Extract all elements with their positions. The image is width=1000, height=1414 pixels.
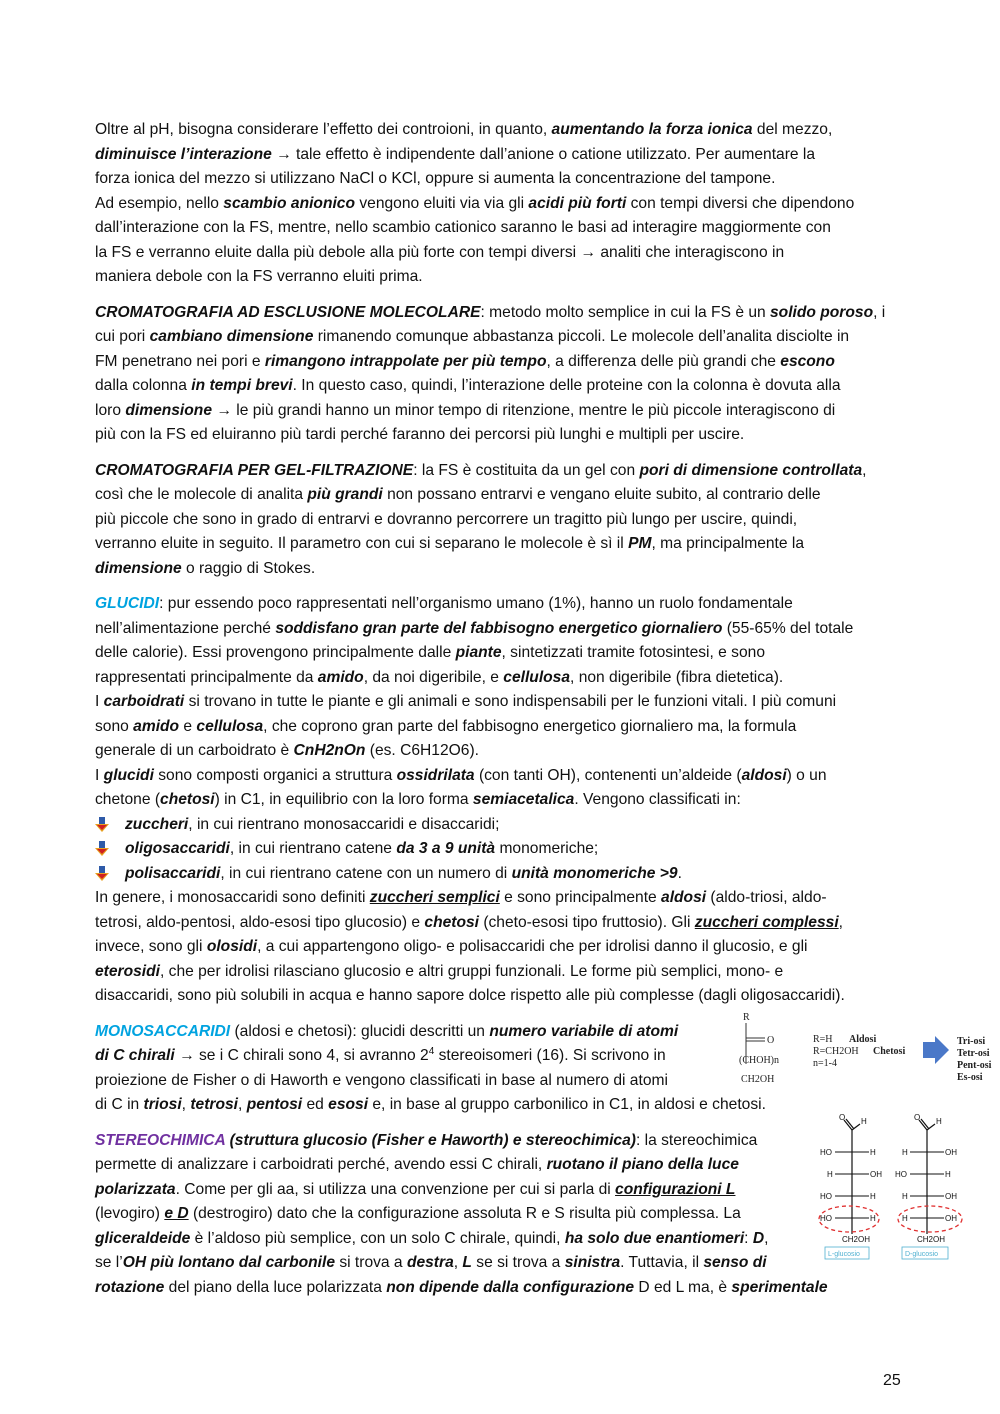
monosaccharide-classification-diagram	[739, 1012, 1000, 1090]
heading-monosaccaridi: MONOSACCARIDI	[95, 1022, 231, 1040]
svg-text:H: H	[861, 1116, 867, 1126]
svg-text:n=1-4: n=1-4	[813, 1057, 837, 1069]
page-body	[95, 118, 992, 1311]
list-item: zuccheri, in cui rientrano monosaccaridi e disaccaridi;	[95, 813, 907, 838]
svg-text:Chetosi: Chetosi	[873, 1045, 906, 1057]
svg-text:O: O	[839, 1113, 846, 1122]
arrow-bullet-icon	[95, 841, 109, 857]
svg-text:OH: OH	[945, 1191, 957, 1201]
svg-text:Tetr-osi: Tetr-osi	[957, 1047, 990, 1059]
svg-text:R=H: R=H	[813, 1033, 833, 1045]
svg-text:Pent-osi: Pent-osi	[957, 1059, 992, 1071]
svg-text:H: H	[870, 1191, 876, 1201]
svg-text:H: H	[902, 1147, 908, 1157]
d-glucose-structure	[895, 1114, 962, 1259]
svg-text:H: H	[902, 1191, 908, 1201]
svg-text:Tri-osi: Tri-osi	[957, 1035, 986, 1047]
arrow-right-icon	[923, 1036, 949, 1064]
svg-text:CH2OH: CH2OH	[917, 1234, 946, 1244]
svg-text:H: H	[870, 1147, 876, 1157]
svg-text:Aldosi: Aldosi	[849, 1033, 877, 1045]
svg-text:H: H	[827, 1169, 833, 1179]
svg-text:OH: OH	[870, 1169, 882, 1179]
svg-text:H: H	[936, 1116, 942, 1126]
paragraph-stereochimica: STEREOCHIMICA (struttura glucosio (Fisher e Haworth) e stereochimica): la stereochimica permette di analizzare i carboidrati perché, avendo essi C chirali, ruotano il piano della luce polarizzata. Come per gli aa, si utilizza una convenzione per cui si parla di configurazioni L (levogiro) e D (destrogiro) dato che la configurazione assoluta R e S risulta più complessa. La gliceraldeide è l’aldoso più semplice, con un solo C chirale, quindi, ha solo due enantiomeri: D, se l’OH più lontano dal carbonile si trova a destra, L se si trova a sinistra. Tuttavia, il senso di rotazione del piano della luce polarizzata non dipende dalla configurazione D ed L ma, è sperimentale O H HO H H OH HO H HO H CH2OH L-glucosio O H H OH HO H H OH H OH CH2OH D-glucosio	[95, 1129, 907, 1301]
svg-text:Es-osi: Es-osi	[957, 1071, 983, 1083]
paragraph-esclusione-molecolare: CROMATOGRAFIA AD ESCLUSIONE MOLECOLARE: metodo molto semplice in cui la FS è un solido poroso, i cui pori cambiano dimensione rimanendo comunque abbastanza piccoli. Le molecole dell’analita disciolte in FM penetrano nei pori e rimangono intrappolate per più tempo, a differenza delle più grandi che escono dalla colonna in tempi brevi. In questo caso, quindi, l’interazione delle proteine con la colonna è dovuta alla loro dimensione → le più grandi hanno un minor tempo di ritenzione, mentre le più piccole interagiscono di più con la FS ed eluiranno più tardi perché faranno dei percorsi più lunghi e multipli per uscire.	[95, 303, 886, 443]
list-item: polisaccaridi, in cui rientrano catene con un numero di unità monomeriche >9.	[95, 862, 907, 887]
svg-text:H: H	[902, 1213, 908, 1223]
svg-text:CH2OH: CH2OH	[741, 1073, 775, 1085]
svg-text:O: O	[767, 1034, 775, 1046]
heading-glucidi: GLUCIDI	[95, 595, 160, 612]
svg-text:HO: HO	[820, 1147, 832, 1157]
heading-stereochimica: STEREOCHIMICA	[95, 1131, 226, 1149]
l-glucose-structure	[819, 1114, 882, 1259]
paragraph-gel-filtrazione: CROMATOGRAFIA PER GEL-FILTRAZIONE: la FS è costituita da un gel con pori di dimensione controllata, così che le molecole di analita più grandi non possano entrarvi e vengano eluite subito, al contrario delle più piccole che sono in grado di entrarvi e dovranno percorrere un tragitto più lungo per uscire, quindi, verranno eluite in seguito. Il parametro con cui si separano le molecole è sì il PM, ma principalmente la dimensione o raggio di Stokes.	[95, 461, 867, 577]
svg-text:O: O	[914, 1113, 921, 1122]
svg-text:HO: HO	[820, 1213, 832, 1223]
list-item: oligosaccaridi, in cui rientrano catene da 3 a 9 unità monomeriche;	[95, 837, 907, 862]
svg-text:HO: HO	[820, 1191, 832, 1201]
svg-text:L-glucosio: L-glucosio	[828, 1250, 860, 1258]
svg-text:(CHOH)n: (CHOH)n	[739, 1054, 779, 1066]
svg-text:R=CH2OH: R=CH2OH	[813, 1045, 859, 1057]
paragraph-glucidi: GLUCIDI: pur essendo poco rappresentati nell’organismo umano (1%), hanno un ruolo fondamentale nell’alimentazione perché soddisfano gran parte del fabbisogno energetico giornaliero (55-65% del totale delle calorie). Essi provengono principalmente dalle piante, sintetizzati tramite fotosintesi, e sono rappresentati principalmente da amido, da noi digeribile, e cellulosa, non digeribile (fibra dietetica). I carboidrati si trovano in tutte le piante e gli animali e sono indispensabili per le funzioni vitali. I più comuni sono amido e cellulosa, che coprono gran parte del fabbisogno energetico giornaliero ma, la formula generale di un carboidrato è CnH2nOn (es. C6H12O6). I glucidi sono composti organici a struttura ossidrilata (con tanti OH), contenenti un’aldeide (aldosi) o un chetone (chetosi) in C1, in equilibrio con la loro forma semiacetalica. Vengono classificati in: zuccheri, in cui rientrano monosaccaridi e disaccaridi; oligosaccaridi, in cui rientrano catene da 3 a 9 unità monomeriche; polisaccaridi, in cui rientrano catene con un numero di unità monomeriche >9. In genere, i monosaccaridi sono definiti zuccheri semplici e sono principalmente aldosi (aldo-triosi, aldo- tetrosi, aldo-pentosi, aldo-esosi tipo glucosio) e chetosi (cheto-esosi tipo fruttosio). Gli zuccheri complessi, invece, sono gli olosidi, a cui appartengono oligo- e polisaccaridi che per idrolisi danno il glucosio, e gli eterosidi, che per idrolisi rilasciano glucosio e altri gruppi funzionali. Le forme più semplici, mono- e disaccaridi, sono più solubili in acqua e hanno sapore dolce rispetto alle più complesse (dagli oligosaccaridi).	[95, 592, 907, 1009]
paragraph-controioni: Oltre al pH, bisogna considerare l’effetto dei controioni, in quanto, aumentando la forza ionica del mezzo, diminuisce l’interazione → tale effetto è indipendente dall’anione o catione utilizzato. Per aumentare la forza ionica del mezzo si utilizzano NaCl o KCl, oppure si aumenta la concentrazione del tampone. Ad esempio, nello scambio anionico vengono eluiti via via gli acidi più forti con tempi diversi che dipendono dall’interazione con la FS, mentre, nello scambio cationico saranno le basi ad interagire maggiormente con la FS e verranno eluite dalla più debole alla più forte con tempi diversi → analiti che interagiscono in maniera debole con la FS verranno eluiti prima.	[95, 121, 855, 285]
paragraph-monosaccaridi: MONOSACCARIDI (aldosi e chetosi): glucidi descritti un numero variabile di atomi di C chirali → se i C chirali sono 4, si avranno $2^4$ stereoisomeri (16). Si scrivono in proiezione de Fisher o di Haworth e vengono classificati in base al numero di atomi di C in triosi, tetrosi, pentosi ed esosi e, in base al gruppo carbonilico in C1, in aldosi e chetosi. R O (CHOH)n CH2OH R=H Aldosi R=CH2OH Chetosi n=1-4 Tri-osi Tetr-osi Pent-osi Es-osi	[95, 1020, 907, 1118]
svg-text:OH: OH	[945, 1213, 957, 1223]
arrow-bullet-icon	[95, 817, 109, 833]
svg-text:H: H	[945, 1169, 951, 1179]
svg-text:HO: HO	[895, 1169, 907, 1179]
page-number: 25	[883, 1372, 901, 1389]
svg-text:D-glucosio: D-glucosio	[905, 1250, 939, 1258]
svg-text:CH2OH: CH2OH	[842, 1234, 871, 1244]
svg-text:H: H	[870, 1213, 876, 1223]
svg-text:OH: OH	[945, 1147, 957, 1157]
arrow-bullet-icon	[95, 866, 109, 882]
glucose-fischer-diagram	[817, 1114, 972, 1269]
svg-text:R: R	[743, 1011, 750, 1023]
